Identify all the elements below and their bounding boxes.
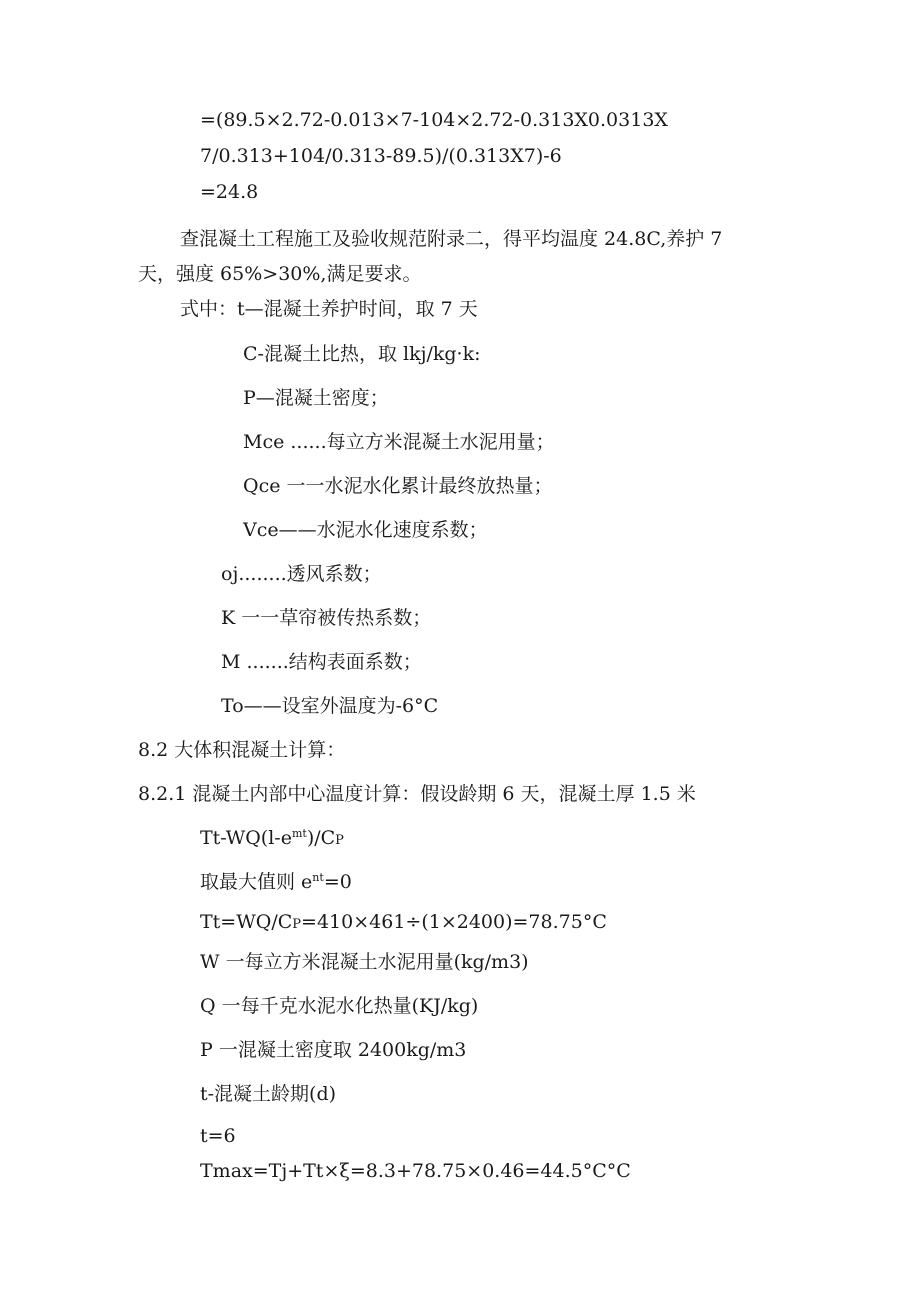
max-value-suffix: =0	[323, 871, 352, 893]
variable-definition: W 一每立方米混凝土水泥用量(kg/m3)	[200, 951, 529, 973]
section-heading-8-2: 8.2 大体积混凝土计算：	[138, 739, 346, 761]
definition-item: K 一一草帘被传热系数；	[221, 607, 432, 629]
definition-item: C-混凝土比热，取 lkj/kg·k:	[243, 343, 481, 365]
definition-item: To——设室外温度为-6°C	[221, 695, 439, 717]
definition-item: oj........透风系数；	[221, 563, 382, 585]
formula-main-exponent: mt	[291, 827, 307, 840]
tt-calc-prefix: Tt=WQ/C	[200, 911, 293, 933]
max-value-line	[200, 873, 352, 892]
max-value-prefix: 取最大值则 e	[200, 871, 313, 893]
formula-result: =24.8	[200, 181, 259, 203]
formula-tail-line-1: =(89.5×2.72-0.013×7-104×2.72-0.313X0.0313X	[200, 109, 668, 131]
formula-main-small-p: P	[335, 833, 344, 848]
definition-item: M .......结构表面系数；	[221, 651, 422, 673]
definition-item: Qce 一一水泥水化累计最终放热量；	[243, 475, 553, 497]
definitions-intro: 式中：t—混凝土养护时间，取 7 天	[180, 298, 478, 320]
tmax-formula: Tmax=Tj+Tt×ξ=8.3+78.75×0.46=44.5°C°C	[200, 1160, 631, 1182]
formula-main-suffix: )/C	[306, 827, 336, 849]
tt-calculation	[200, 913, 607, 932]
max-value-exponent: nt	[312, 871, 324, 884]
variable-definition: Q 一每千克水泥水化热量(KJ/kg)	[200, 995, 479, 1017]
definition-item: P—混凝土密度；	[243, 387, 389, 409]
tt-calc-suffix: =410×461÷(1×2400)=78.75°C	[301, 911, 607, 933]
definition-item: Mce ......每立方米混凝土水泥用量；	[243, 431, 555, 453]
conclusion-line-2: 天，强度 65%>30%,满足要求。	[138, 263, 422, 285]
formula-main	[200, 829, 344, 848]
definition-item: Vce——水泥水化速度系数；	[243, 519, 488, 541]
tt-calc-small-p: P	[292, 917, 302, 932]
formula-main-prefix: Tt-WQ(l-e	[200, 827, 292, 849]
formula-tail-line-2: 7/0.313+104/0.313-89.5)/(0.313X7)-6	[200, 145, 562, 167]
section-heading-8-2-1: 8.2.1 混凝土内部中心温度计算：假设龄期 6 天，混凝土厚 1.5 米	[138, 783, 696, 805]
conclusion-line-1: 查混凝土工程施工及验收规范附录二，得平均温度 24.8C,养护 7	[180, 228, 723, 250]
variable-definition: t=6	[200, 1125, 236, 1147]
variable-definition: t-混凝土龄期(d)	[200, 1083, 337, 1105]
variable-definition: P 一混凝土密度取 2400kg/m3	[200, 1039, 467, 1061]
